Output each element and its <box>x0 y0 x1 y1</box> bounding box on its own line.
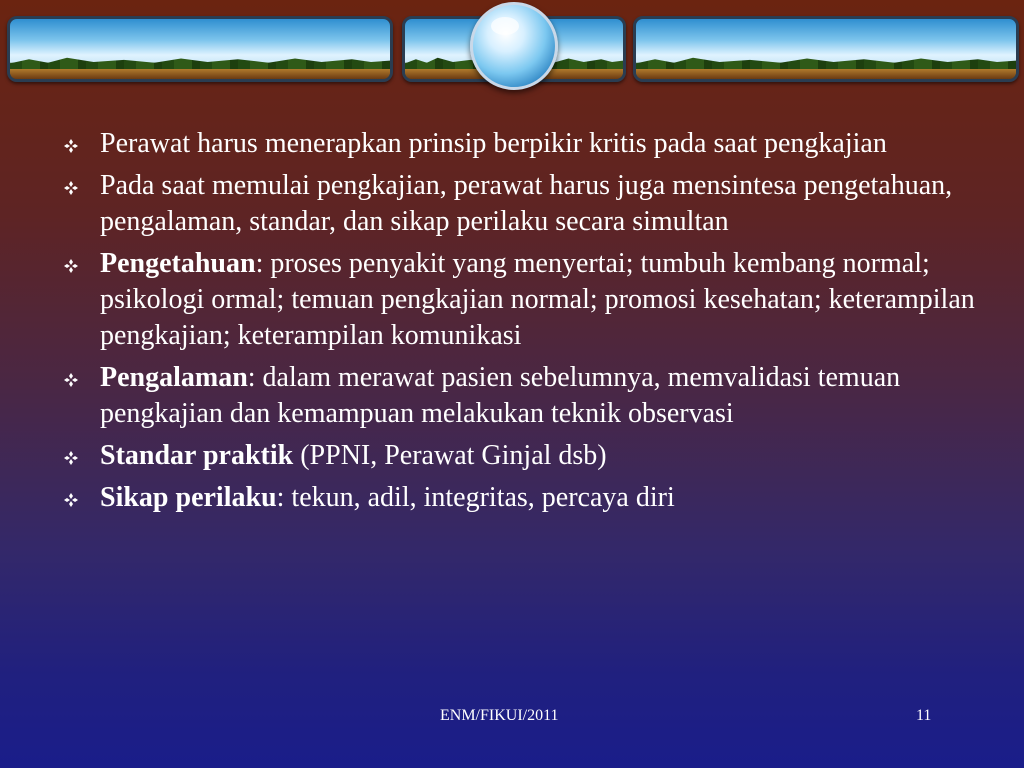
footer-source: ENM/FIKUI/2011 <box>440 707 559 724</box>
list-item <box>60 246 980 354</box>
list-item <box>60 438 980 474</box>
landscape-panel-left <box>7 16 393 82</box>
bullet-text: Pada saat memulai pengkajian, perawat harus juga mensintesa pengetahuan, pengalaman, standar, dan sikap perilaku secara simultan <box>100 170 953 237</box>
bullet-keyword: Standar praktik <box>100 440 294 471</box>
diamond-bullet-icon <box>64 493 78 507</box>
bullet-list <box>60 126 980 522</box>
bullet-keyword: Sikap perilaku <box>100 482 277 513</box>
landscape-panel-right <box>633 16 1019 82</box>
diamond-bullet-icon <box>64 451 78 465</box>
list-item <box>60 360 980 432</box>
bullet-keyword: Pengetahuan <box>100 248 256 279</box>
bullet-text: : dalam merawat pasien sebelumnya, memvalidasi temuan pengkajian dan kemampuan melakukan teknik observasi <box>100 362 901 429</box>
bullet-text: : tekun, adil, integritas, percaya diri <box>276 482 675 513</box>
slide-number: 11 <box>916 707 932 724</box>
globe-icon <box>470 2 558 90</box>
diamond-bullet-icon <box>64 139 78 153</box>
diamond-bullet-icon <box>64 373 78 387</box>
list-item <box>60 480 980 516</box>
list-item <box>60 126 980 162</box>
list-item <box>60 168 980 240</box>
bullet-text: Perawat harus menerapkan prinsip berpikir kritis pada saat pengkajian <box>100 128 887 159</box>
diamond-bullet-icon <box>64 181 78 195</box>
bullet-text: (PPNI, Perawat Ginjal dsb) <box>293 440 607 471</box>
diamond-bullet-icon <box>64 259 78 273</box>
header-banner <box>0 0 1024 100</box>
bullet-keyword: Pengalaman <box>100 362 248 393</box>
bullet-text: : proses penyakit yang menyertai; tumbuh kembang normal; psikologi ormal; temuan pengkajian normal; promosi kesehatan; keterampilan pengkajian; keterampilan komunikasi <box>100 248 975 351</box>
